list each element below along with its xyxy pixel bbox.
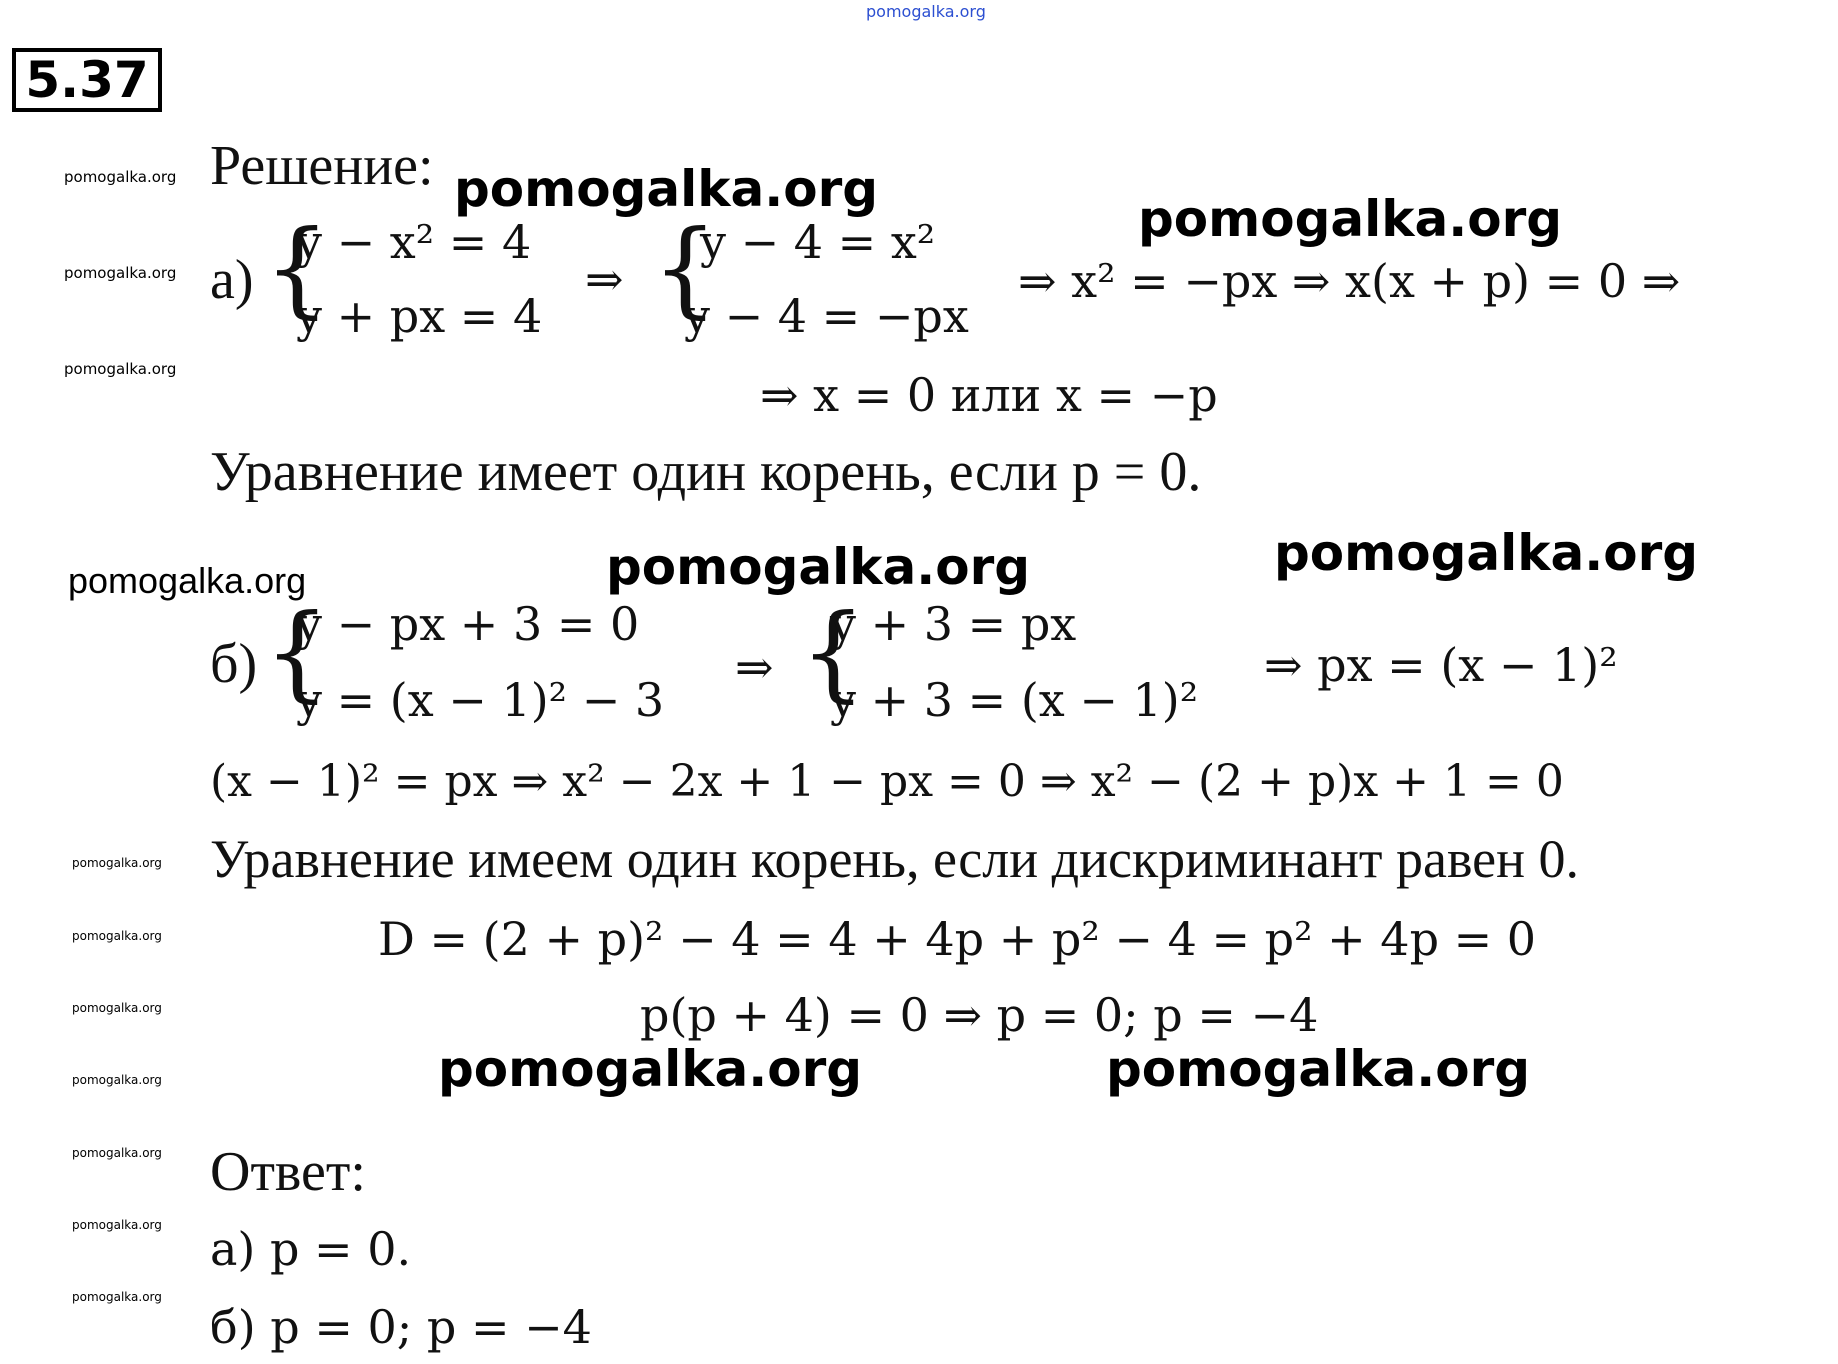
brace: { (652, 207, 719, 329)
part-b-line5: p(p + 4) = 0 ⇒ p = 0; p = −4 (640, 988, 1319, 1042)
watermark-big: pomogalka.org (1106, 1040, 1531, 1098)
watermark-big: pomogalka.org (1138, 190, 1563, 248)
part-b-label: б) (210, 633, 258, 695)
part-a-sys1-eq1: y − x² = 4 (296, 215, 532, 269)
side-watermark: pomogalka.org (72, 1218, 162, 1232)
part-b-line3: Уравнение имеем один корень, если дискриминант равен 0. (210, 829, 1580, 889)
problem-number: 5.37 (25, 51, 149, 109)
side-watermark-medium: pomogalka.org (68, 560, 307, 601)
side-watermark: pomogalka.org (72, 1290, 162, 1304)
answer-label: Ответ: (210, 1141, 366, 1203)
watermark-big: pomogalka.org (454, 160, 879, 218)
solution-label: Решение: (210, 135, 434, 197)
part-b-line2: (x − 1)² = px ⇒ x² − 2x + 1 − px = 0 ⇒ x² − (2 + p)x + 1 = 0 (210, 756, 1564, 807)
side-watermark: pomogalka.org (64, 168, 177, 186)
part-b-line4: D = (2 + p)² − 4 = 4 + 4p + p² − 4 = p² + 4p = 0 (378, 912, 1537, 966)
side-watermark: pomogalka.org (72, 856, 162, 870)
brace: { (800, 591, 867, 713)
answer-b: б) p = 0; p = −4 (210, 1300, 592, 1354)
implies-arrow: ⇒ (585, 252, 624, 306)
side-watermark: pomogalka.org (72, 929, 162, 943)
side-watermark: pomogalka.org (64, 360, 177, 378)
part-b-sys2-eq2: y + 3 = (x − 1)² (830, 673, 1199, 727)
part-a-result: ⇒ x = 0 или x = −p (760, 368, 1218, 422)
watermark-big: pomogalka.org (438, 1040, 863, 1098)
part-a-conclusion: Уравнение имеет один корень, если p = 0. (210, 441, 1202, 503)
side-watermark: pomogalka.org (72, 1146, 162, 1160)
part-b-chain: ⇒ px = (x − 1)² (1264, 638, 1618, 692)
part-b-sys1-eq2: y = (x − 1)² − 3 (296, 673, 665, 727)
part-a-sys2-eq1: y − 4 = x² (700, 215, 936, 269)
side-watermark: pomogalka.org (72, 1073, 162, 1087)
watermark-big: pomogalka.org (606, 538, 1031, 596)
problem-number-box (12, 48, 162, 112)
watermark-big: pomogalka.org (1274, 524, 1699, 582)
part-a-label: а) (210, 249, 254, 311)
watermark-top: pomogalka.org (866, 2, 986, 21)
answer-a: а) p = 0. (210, 1222, 412, 1276)
side-watermark: pomogalka.org (72, 1001, 162, 1015)
part-a-chain: ⇒ x² = −px ⇒ x(x + p) = 0 ⇒ (1018, 254, 1681, 308)
part-a-sys1-eq2: y + px = 4 (296, 289, 543, 343)
implies-arrow: ⇒ (735, 640, 774, 694)
brace: { (264, 591, 331, 713)
part-a-sys2-eq2: y − 4 = −px (684, 289, 969, 343)
part-b-sys1-eq1: y − px + 3 = 0 (296, 597, 640, 651)
side-watermark: pomogalka.org (64, 264, 177, 282)
part-b-sys2-eq1: y + 3 = px (830, 597, 1077, 651)
brace: { (264, 207, 331, 329)
